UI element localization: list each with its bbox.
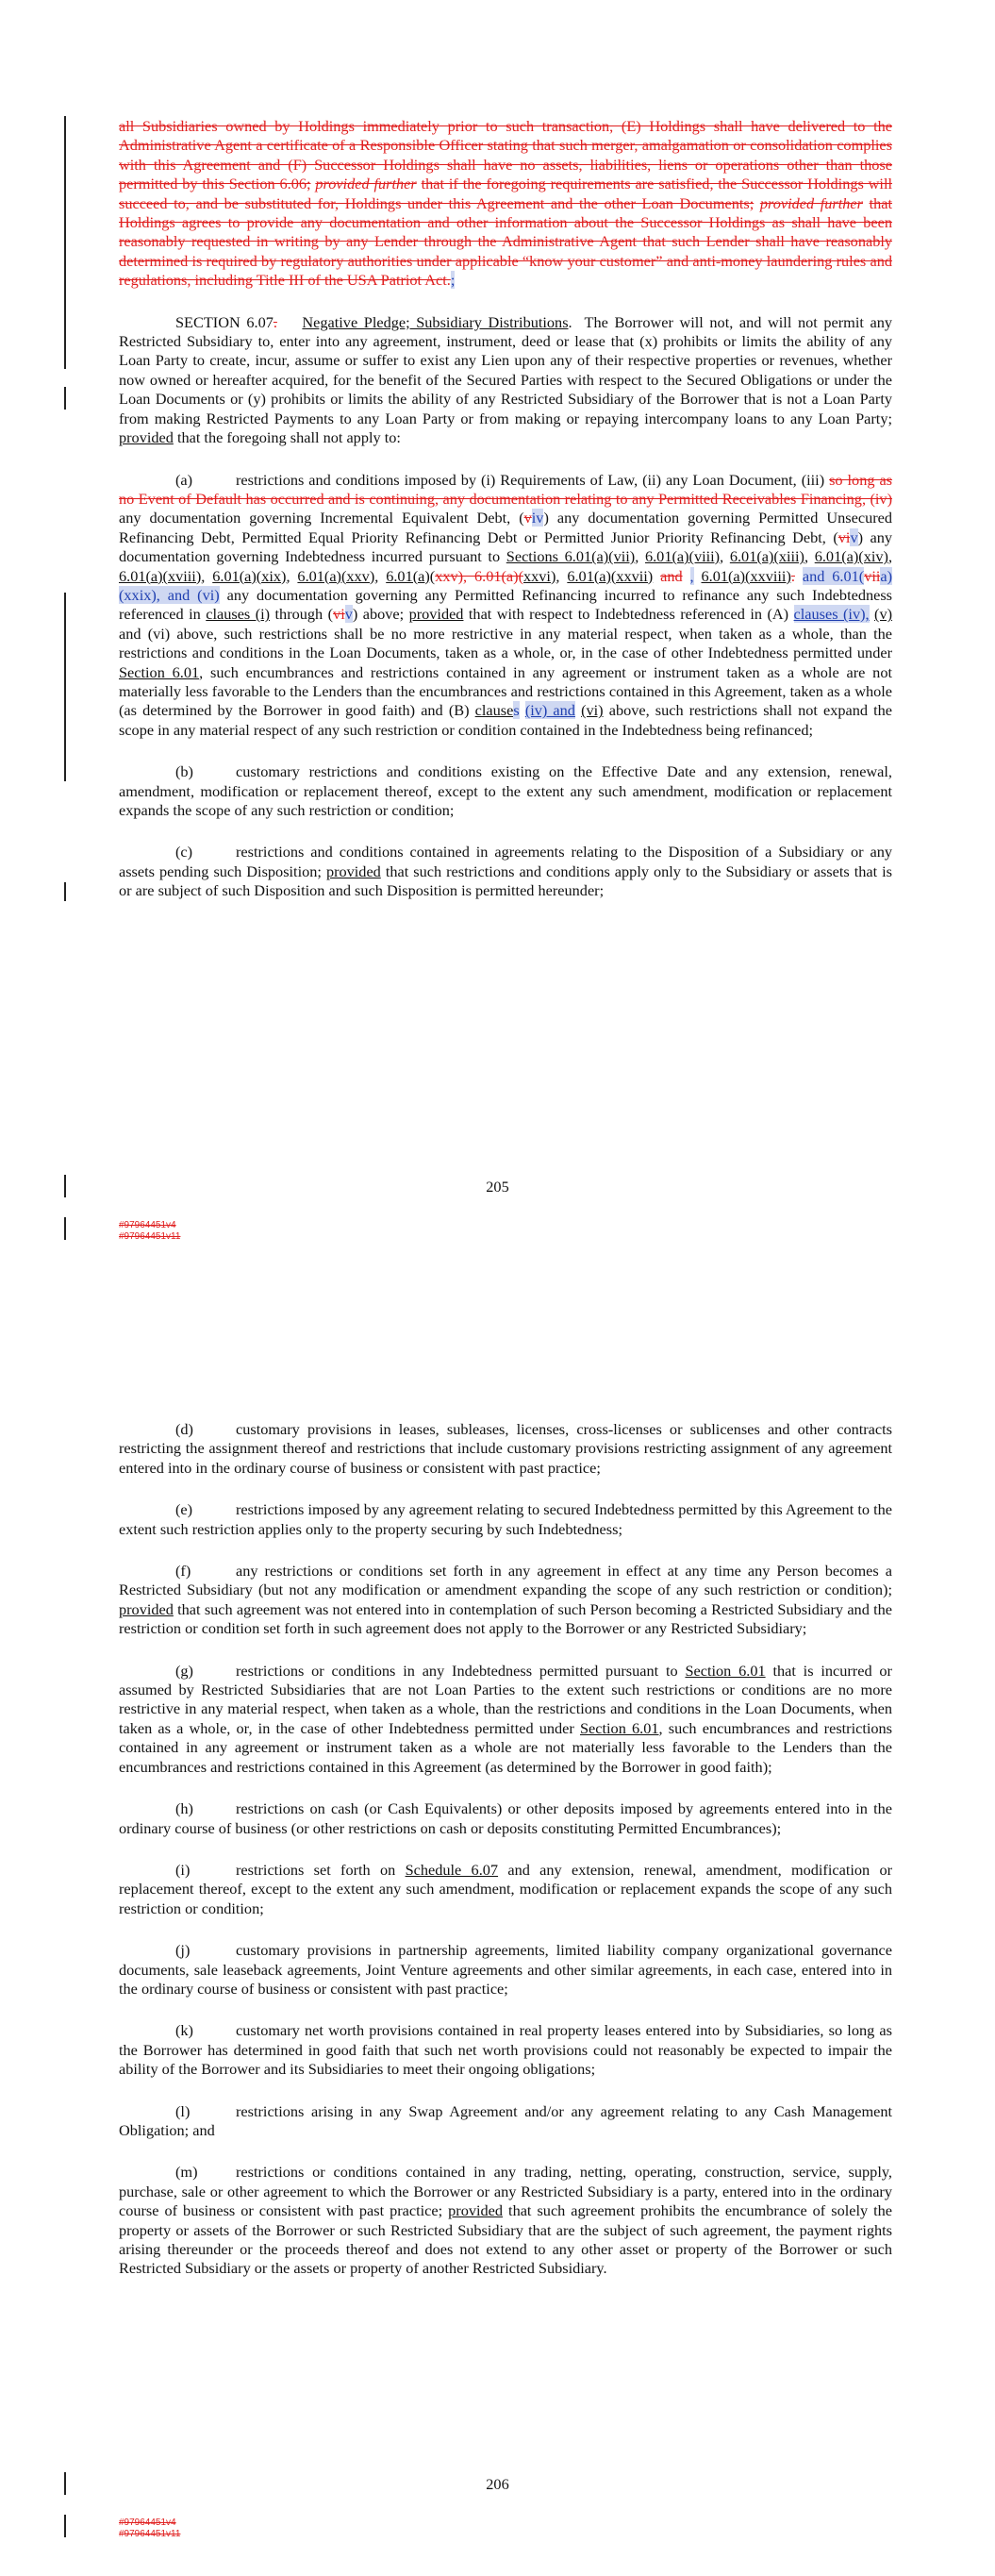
cross-reference: Schedule 6.07 bbox=[405, 1860, 499, 1879]
item-text: restrictions imposed by any agreement relating to secured Indebtedness permitted by this Agreement to the extent such restriction applies only to the property securing by such Indebtedness; bbox=[119, 1500, 892, 1538]
deleted-text: that Holdings agrees to provide any documentation and other information about the Successor Holdings as shall have been reasonably requested in writing by any Lender through the Administrative Agent that such Lender shall have reasonably determined is required by regulatory authorities under applicable “know your customer” and anti-money laundering rules and regulations, including Title III of the USA Patriot Act. bbox=[119, 193, 892, 290]
cross-reference: Section 6.01 bbox=[685, 1661, 766, 1680]
cross-reference: 6.01(a)(xxv) bbox=[297, 566, 375, 585]
cross-reference: clauses (i) bbox=[206, 605, 271, 624]
provided-term: provided bbox=[448, 2201, 504, 2220]
inserted-text: v bbox=[344, 605, 353, 624]
cross-reference: 6.01(a)(xviii) bbox=[119, 566, 202, 585]
item-label: (d) bbox=[175, 1420, 193, 1438]
item-text: , such encumbrances and restrictions contained in any agreement or instrument taken as a whole are not materially less favorable to the Lenders than the encumbrances and restrictions contained in this Agreement, taken as a whole (as determined by the Borrower in good faith) and (B) bbox=[119, 662, 892, 720]
item-text: through ( bbox=[274, 605, 334, 624]
section-intro: The Borrower will not, and will not permit any Restricted Subsidiary to, enter into any agreement, instrument, deed or lease that (x) prohibits or limits the ability of any Loan Party to create, incur, assume or suffer to exist any Lien upon any of their respective properties or revenues, whether now owned or hereafter acquired, for the benefit of the Secured Parties with respect to the Secured Obligations or under the Loan Documents or (y) prohibits or limits the ability of any Restricted Subsidiary of the Borrower that is not a Loan Party from making Restricted Payments to any Loan Party or from making or repaying intercompany loans to any Loan Party; bbox=[119, 312, 893, 427]
cross-reference: Section 6.01 bbox=[119, 662, 200, 681]
section-number: SECTION 6.07 bbox=[175, 312, 274, 331]
change-bar bbox=[64, 387, 66, 410]
cross-reference: 6.01(a)(xxviii) bbox=[701, 566, 791, 585]
cross-reference: 6.01(a)(xiv) bbox=[814, 547, 888, 566]
change-bar bbox=[64, 593, 66, 781]
item-label: (e) bbox=[175, 1500, 193, 1519]
list-item-b bbox=[119, 762, 892, 820]
inserted-text: a)(xxix), and (vi) bbox=[119, 566, 893, 604]
item-text: and (vi) above, such restrictions shall be no more restrictive in any material respect, when taken as a whole, than the restrictions and conditions in the Loan Documents, taken as a whole, or, in the case of other Indebtedness permitted under bbox=[119, 624, 892, 662]
inserted-text: iv bbox=[531, 509, 544, 527]
cross-reference: 6.01(a)(xxvii) bbox=[567, 566, 654, 585]
doc-id: #97964451v4 bbox=[119, 2517, 176, 2528]
cross-reference: 6.01(a)(viii) bbox=[644, 547, 721, 566]
item-text: restrictions and conditions contained in agreements relating to the Disposition of a Subsidiary or any assets pending such Disposition; bbox=[119, 843, 892, 880]
item-text: restrictions arising in any Swap Agreement and/or any agreement relating to any Cash Management Obligation; and bbox=[119, 2101, 892, 2139]
item-text: that is incurred or assumed by Restricted Subsidiaries that are not Loan Parties to the extent such restrictions or conditions are no more restrictive in any material respect, when taken as a whole, than the restrictions and conditions in the Loan Documents, when taken as a whole, or, in the case of other Indebtedness permitted under bbox=[119, 1661, 892, 1737]
item-text: customary restrictions and conditions existing on the Effective Date and any extension, renewal, amendment, modification or replacement thereof, except to the extent any such amendment, modification or replacement expands the scope of any such restriction or condition; bbox=[119, 762, 892, 819]
item-text: , such encumbrances and restrictions contained in any agreement or instrument taken as a whole are not materially less favorable to the Lenders than the encumbrances and restrictions contained in this Agreement (as determined by the Borrower in good faith); bbox=[119, 1718, 893, 1776]
item-label: (i) bbox=[175, 1860, 191, 1879]
item-text: customary provisions in leases, subleases, licenses, cross-licenses or sublicenses and other contracts restricting the assignment thereof and restrictions that include customary provisions restricting assignment of any agreement entered into in the ordinary course of business or consistent with past practice; bbox=[119, 1420, 892, 1477]
deleted-text: vi bbox=[333, 605, 345, 624]
doc-id: #97964451v4 bbox=[119, 1220, 176, 1230]
list-item-c bbox=[119, 843, 892, 900]
item-label: (g) bbox=[175, 1661, 193, 1680]
item-text: restrictions or conditions contained in any trading, netting, operating, construction, service, supply, purchase, sale or other agreement to which the Borrower or any Restricted Subsidiary is a party, entered into in the ordinary course of business or consistent with past practice; bbox=[119, 2163, 892, 2220]
cross-reference: (vi) bbox=[581, 701, 604, 720]
deleted-text: provided further bbox=[315, 175, 417, 193]
item-label: (l) bbox=[175, 2101, 191, 2120]
list-item-d bbox=[119, 1420, 892, 1478]
list-item-e bbox=[119, 1500, 892, 1539]
item-label: (f) bbox=[175, 1562, 191, 1581]
inserted-text: v bbox=[850, 527, 858, 546]
item-text: and any extension, renewal, amendment, modification or replacement thereof, except to the extent any such amendment, modification or replacement expands the scope of any such restriction or condition; bbox=[119, 1860, 893, 1917]
item-text: that such restrictions and conditions apply only to the Subsidiary or assets that is or are subject of such Disposition and such Disposition is permitted hereunder; bbox=[119, 861, 893, 900]
list-item-k bbox=[119, 2021, 892, 2079]
provided-term: provided bbox=[325, 861, 381, 880]
page-206 bbox=[0, 1288, 995, 2576]
inserted-text: (iv) and bbox=[524, 701, 575, 720]
deleted-text: provided further bbox=[759, 193, 863, 212]
page-number: 205 bbox=[486, 1178, 509, 1196]
inserted-text: s bbox=[513, 701, 520, 720]
page-number: 206 bbox=[486, 2475, 509, 2493]
item-text: that such agreement was not entered into in contemplation of such Person becoming a Restricted Subsidiary and the restriction or condition set forth in such agreement does not apply to the Borrower or any Restricted Subsidiary; bbox=[119, 1599, 892, 1638]
item-label: (m) bbox=[175, 2163, 198, 2182]
deleted-text: . bbox=[790, 566, 795, 585]
item-text: ) any documentation governing Permitted Unsecured Refinancing Debt, Permitted Equal Priority Refinancing Debt or Permitted Junior Priority Refinancing Debt, ( bbox=[119, 509, 892, 546]
item-text: above, such restrictions shall not expand the scope in any material respect of any such restriction or condition contained in the Indebtedness being refinanced; bbox=[119, 701, 893, 739]
item-text: customary net worth provisions contained in real property leases entered into by Subsidiaries, so long as the Borrower has determined in good faith that such net worth provisions could not reasonably be expected to impair the ability of the Borrower and its Subsidiaries to meet their ongoing obligations; bbox=[119, 2021, 892, 2079]
change-bar bbox=[64, 1217, 66, 1240]
item-text: any documentation governing Incremental Equivalent Debt, ( bbox=[119, 509, 524, 527]
item-label: (k) bbox=[175, 2021, 193, 2040]
list-item-h bbox=[119, 1799, 892, 1838]
deleted-text: xxv), 6.01(a)( bbox=[435, 566, 523, 585]
deleted-text: and bbox=[660, 566, 683, 585]
deleted-text: that if the foregoing requirements are satisfied, the Successor Holdings will succeed to, and be substituted for, Holdings under this Agreement and the other Loan Documents; bbox=[119, 175, 892, 212]
cross-reference: 6.01(a) bbox=[386, 566, 430, 585]
item-label: (h) bbox=[175, 1799, 193, 1818]
doc-id: #97964451v11 bbox=[119, 2529, 181, 2539]
change-bar bbox=[64, 116, 66, 369]
section-intro-end: that the foregoing shall not apply to: bbox=[176, 428, 401, 447]
cross-reference: clause bbox=[474, 701, 514, 720]
item-text: customary provisions in partnership agreements, limited liability company organizational governance documents, sale leaseback agreements, Joint Venture agreements and other similar agreements, in each case, entered into in the ordinary course of business or consistent with past practice; bbox=[119, 1941, 892, 1998]
list-item-f bbox=[119, 1562, 892, 1639]
cross-reference: xxvi) bbox=[523, 566, 556, 585]
item-text: any documentation governing any Permitted Refinancing incurred to refinance any such Indebtedness referenced in bbox=[119, 585, 892, 624]
page-206-body bbox=[119, 1420, 892, 2301]
list-item-g bbox=[119, 1662, 892, 1777]
deleted-text: so long as no Event of Default has occurred and is continuing, any documentation relating to any Permitted Receivables Financing, (iv) bbox=[119, 470, 893, 508]
section-title: Negative Pledge; Subsidiary Distributions bbox=[302, 312, 569, 331]
list-item-l bbox=[119, 2102, 892, 2141]
item-label: (b) bbox=[175, 762, 193, 781]
doc-id: #97964451v11 bbox=[119, 1231, 181, 1242]
page-205-body bbox=[119, 117, 892, 924]
list-item-m bbox=[119, 2163, 892, 2278]
cross-reference: 6.01(a)(xix) bbox=[212, 566, 287, 585]
item-text: ) any documentation governing Indebtedness incurred pursuant to bbox=[119, 527, 893, 566]
list-item-j bbox=[119, 1941, 892, 1999]
item-label: (c) bbox=[175, 843, 193, 861]
cross-reference: 6.01(a)(xiii) bbox=[729, 547, 804, 566]
deleted-text: vii bbox=[864, 566, 881, 585]
item-text: that such agreement prohibits the encumbrance of solely the property or assets of the Borrower or such Restricted Subsidiary that are the subject of such agreement, the payment rights arising thereunder or the proceeds thereof and does not extend to any other asset or property of the Borrower or such Restricted Subsidiary or the assets or property of another Restricted Subsidiary. bbox=[119, 2201, 893, 2278]
item-text: restrictions and conditions imposed by (i) Requirements of Law, (ii) any Loan Document, (iii) bbox=[236, 470, 825, 489]
change-bar bbox=[64, 882, 66, 901]
item-text: ) above; bbox=[352, 605, 405, 624]
cross-reference: (v) bbox=[874, 605, 893, 624]
provided-term: provided bbox=[408, 605, 464, 624]
deleted-paragraph bbox=[119, 117, 892, 291]
change-bar bbox=[64, 2515, 66, 2537]
deleted-text: vi bbox=[837, 527, 851, 546]
list-item-i bbox=[119, 1861, 892, 1918]
item-label: (j) bbox=[175, 1941, 191, 1960]
section-6-07: SECTION 6.07. Negative Pledge; Subsidiary Distributions. The Borrower will not, and will not permit any Restricted Subsidiary to, enter into any agreement, instrument, deed or lease that (x) prohibits or limits the ability of any Loan Party to create, incur, assume or suffer to exist any Lien upon any of their respective properties or revenues, whether now owned or hereafter acquired, for the benefit of the Secured Parties with respect to the Secured Obligations or under the Loan Documents or (y) prohibits or limits the ability of any Restricted Subsidiary of the Borrower that is not a Loan Party from making Restricted Payments to any Loan Party or from making or repaying intercompany loans to any Loan Party; provided that the foregoing shall not apply to: bbox=[119, 312, 893, 447]
item-text: restrictions on cash (or Cash Equivalents) or other deposits imposed by agreements entered into in the ordinary course of business (or other restrictions on cash or deposits constituting Permitted Encumbrances); bbox=[119, 1799, 892, 1837]
item-label: (a) bbox=[175, 470, 193, 489]
deleted-text: all Subsidiaries owned by Holdings immediately prior to such transaction, (E) Holdings shall have delivered to the Administrative Agent a certificate of a Responsible Officer stating that such merger, amalgamation or consolidation complies with this Agreement and (F) Successor Holdings shall have no assets, liabilities, liens or operations other than those permitted by this Section 6.06; bbox=[119, 117, 892, 193]
inserted-text: and 6.01( bbox=[802, 566, 865, 585]
item-text: that with respect to Indebtedness referenced in (A) bbox=[468, 605, 789, 624]
cross-reference: clauses (iv), bbox=[793, 605, 870, 624]
item-text: any restrictions or conditions set forth in any agreement in effect at any time any Person becomes a Restricted Subsidiary (but not any modification or amendment expanding the scope of any such restriction or condition); bbox=[119, 1562, 892, 1599]
cross-reference: Sections 6.01(a)(vii) bbox=[506, 547, 636, 566]
inserted-text: ; bbox=[450, 271, 456, 290]
list-item-a: (a) restrictions and conditions imposed by (i) Requirements of Law, (ii) any Loan Document, (iii) so long as no Event of Default has occurred and is continuing, any documentation relating to any Permitted Receivables Financing, (iv) any documentation governing Incremental Equivalent Debt, (viv) any documentation governing Permitted Unsecured Refinancing Debt, Permitted Equal Priority Refinancing Debt or Permitted Junior Priority Refinancing Debt, (viv) any documentation governing Indebtedness incurred pursuant to Sections 6.01(a)(vii), 6.01(a)(viii), 6.01(a)(xiii), 6.01(a)(xiv), 6.01(a)(xviii), 6.01(a)(xix), 6.01(a)(xxv), 6.01(a)(xxv), 6.01(a)(xxvi), 6.01(a)(xxvii) and , 6.01(a)(xxviii). and 6.01(viia)(xxix), and (vi) any documentation governing any Permitted Refinancing incurred to refinance any such Indebtedness referenced in clauses (i) through (viv) above; provided that with respect to Indebtedness referenced in (A) clauses (iv), (v) and (vi) above, such restrictions shall be no more restrictive in any material respect, when taken as a whole, than the restrictions and conditions in the Loan Documents, taken as a whole, or, in the case of other Indebtedness permitted under Section 6.01, such encumbrances and restrictions contained in any agreement or instrument taken as a whole are not materially less favorable to the Lenders than the encumbrances and restrictions contained in this Agreement, taken as a whole (as determined by the Borrower in good faith) and (B) clauses (iv) and (vi) above, such restrictions shall not expand the scope in any material respect of any such restriction or condition contained in the Indebtedness being refinanced; bbox=[119, 470, 893, 739]
cross-reference: Section 6.01 bbox=[580, 1718, 659, 1737]
provided-term: provided bbox=[119, 1599, 174, 1618]
item-text: restrictions or conditions in any Indebtedness permitted pursuant to bbox=[236, 1661, 678, 1680]
deleted-text: v bbox=[523, 509, 532, 527]
provided-term: provided bbox=[119, 428, 174, 447]
item-text: restrictions set forth on bbox=[236, 1860, 396, 1879]
